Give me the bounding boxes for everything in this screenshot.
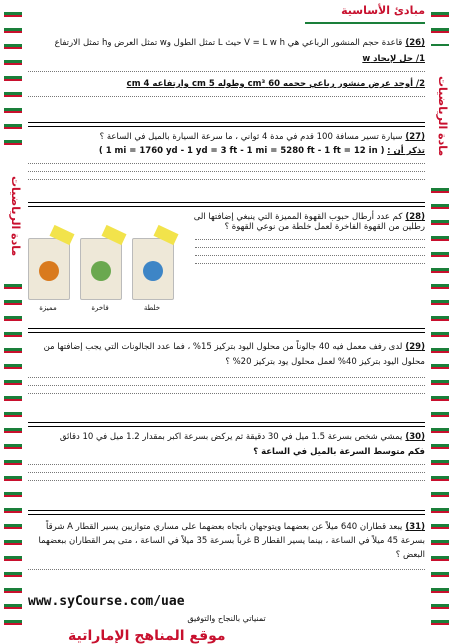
- answer-line: [28, 480, 425, 481]
- coffee-bag-premium: [80, 238, 122, 300]
- separator: [28, 122, 425, 127]
- coffee-bag-special: [28, 238, 70, 300]
- hint-label: تذكر أن :: [387, 146, 425, 156]
- header-title: مبادئ الأساسية: [305, 4, 425, 24]
- answer-line: [195, 239, 425, 240]
- question-number: (29): [405, 342, 425, 352]
- question-text: قاعدة حجم المنشور الرباعي هي V = L w h حيث L تمثل الطول وw تمثل العرض وh تمثل الارتفاع: [54, 38, 403, 48]
- bag-label: فاخرة: [91, 304, 109, 312]
- question-number: (27): [405, 132, 425, 142]
- website-url[interactable]: www.syCourse.com/uae: [28, 594, 185, 609]
- worksheet: [28, 24, 425, 644]
- question-26: [28, 38, 425, 104]
- coffee-bags-illustration: [28, 222, 178, 312]
- question-number: (28): [405, 212, 425, 222]
- answer-line: [28, 179, 425, 180]
- bag-emblem: [91, 261, 111, 281]
- footer-wish: تمنياتي بالنجاح والتوفيق: [187, 614, 266, 623]
- answer-line: [28, 385, 425, 386]
- watermark-text: موقع المناهج الإماراتية: [68, 628, 226, 644]
- answer-line: [195, 247, 425, 248]
- question-text-2: فكم متوسط السرعة بالميل في الساعة ؟: [253, 447, 425, 457]
- answer-line: [28, 393, 425, 394]
- bag-emblem: [143, 261, 163, 281]
- answer-line: [28, 96, 425, 97]
- question-text: سيارة تسير مسافة 100 قدم في مدة 4 ثواني ، ما سرعة السيارة بالميل في الساعة ؟: [99, 132, 403, 142]
- bag-label: خلطة: [143, 304, 161, 312]
- answer-line: [28, 472, 425, 473]
- left-decorative-border: [4, 6, 22, 634]
- answer-line: [28, 569, 425, 570]
- separator: [28, 422, 425, 427]
- answer-line: [28, 464, 425, 465]
- question-number: (31): [405, 522, 425, 532]
- question-number: (26): [405, 38, 425, 48]
- answer-line: [28, 171, 425, 172]
- answer-line: [28, 163, 425, 164]
- separator: [28, 202, 425, 207]
- answer-line: [195, 255, 425, 256]
- question-text: يمشي شخص بسرعة 1.5 ميل في 30 دقيقة ثم يركض بسرعة اكبر بمقدار 1.2 ميل في 10 دقائق: [59, 432, 403, 442]
- subquestion-2: 2/ أوجد عرض منشور رباعي حجمه 60 cm³ وطوله 5 cm وارتفاعه 4 cm: [126, 79, 425, 89]
- bag-emblem: [39, 261, 59, 281]
- right-decorative-border: [431, 6, 449, 634]
- separator: [28, 328, 425, 333]
- answer-line: [28, 377, 425, 378]
- question-text: كم عدد أرطال حبوب القهوة المميزة التي ينبغي إضافتها الى رطلين من القهوة الفاخرة لعمل خلطة من نوعي القهوة ؟: [193, 212, 425, 232]
- question-27: [28, 132, 425, 187]
- right-border-text: مادة الرياضيات: [431, 46, 449, 186]
- question-text: يبعد قطاران 640 ميلاً عن بعضهما ويتوجهان باتجاه بعضهما على مساري متوازيين يسير القطار A شرقاً بسرعة 45 ميلاً في الساعة ، بينما يسير القطار B غرباً بسرعة 35 ميلاً في الساعة ، متى يمر القطاران ببعضهما البعض ؟: [38, 522, 425, 560]
- left-border-text: مادة الرياضيات: [4, 156, 22, 276]
- question-28: [28, 212, 425, 316]
- separator: [28, 510, 425, 515]
- question-30: [28, 432, 425, 488]
- question-text: لدى رفف معمل فيه 40 جالوناً من محلول اليود بتركيز 15% ، فما عدد الجالونات التي يجب إضافتها من محلول اليود بتركيز 40% لعمل محلول يود بتركيز 20% ؟: [43, 342, 425, 367]
- bag-label: مميزة: [39, 304, 57, 312]
- answer-line: [28, 71, 425, 72]
- subquestion-1: 1/ حل لإيجاد w: [362, 54, 425, 64]
- hint-conversions: ( 1 mi = 1760 yd - 1 yd = 3 ft - 1 mi = 5280 ft - 1 ft = 12 in ): [98, 146, 385, 156]
- answer-line: [195, 263, 425, 264]
- coffee-bag-blend: [132, 238, 174, 300]
- question-31: [28, 520, 425, 577]
- question-number: (30): [405, 432, 425, 442]
- question-29: [28, 340, 425, 401]
